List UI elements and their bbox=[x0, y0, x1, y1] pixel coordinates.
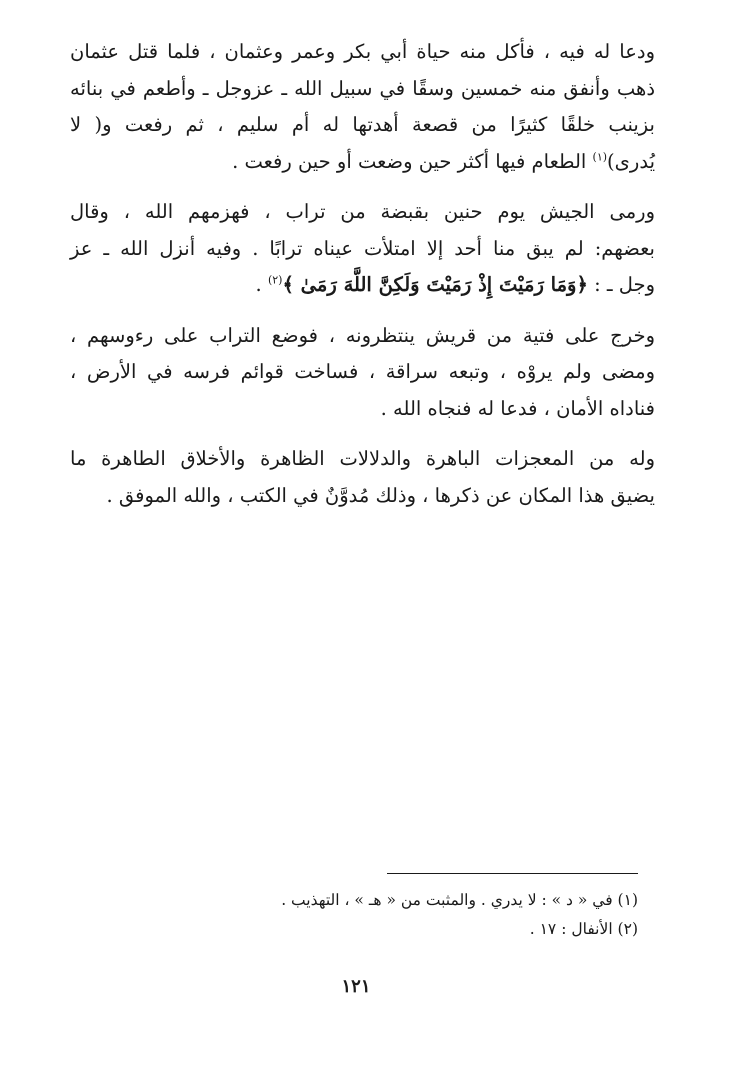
text-line: وخرج على فتية من قريش ينتظرونه ، فوضع التراب على رءوسهم ، bbox=[70, 323, 655, 347]
text-line: يضيق هذا المكان عن ذكرها ، وذلك مُدوَّنٌ في الكتب ، والله الموفق . bbox=[106, 483, 655, 507]
text-line: بزينب خلقًا كثيرًا من قصعة أهدتها له أم سليم ، ثم رفعت و( لا bbox=[70, 113, 655, 136]
text-line: بعضهم: لم يبق منا أحد إلا امتلأت عيناه ترابًا . وفيه أنزل الله ـ عز bbox=[70, 236, 655, 260]
text-line: ورمى الجيش يوم حنين بقبضة من تراب ، فهزمهم الله ، وقال bbox=[70, 200, 655, 223]
text-segment: وجل ـ : bbox=[587, 273, 655, 296]
footnote-divider bbox=[387, 873, 638, 874]
text-segment: الطعام فيها أكثر حين وضعت أو حين رفعت . bbox=[232, 149, 593, 173]
quran-verse: ﴿وَمَا رَمَيْتَ إِذْ رَمَيْتَ وَلَكِنَّ اللَّهَ رَمَىٰ ﴾ bbox=[282, 273, 588, 296]
text-line: ودعا له فيه ، فأكل منه حياة أبي بكر وعمر وعثمان ، فلما قتل عثمان bbox=[70, 40, 655, 63]
text-line: ومضى ولم يروْه ، وتبعه سراقة ، فساخت قوائم فرسه في الأرض ، bbox=[70, 360, 655, 383]
paragraph-hunayn bbox=[70, 194, 655, 304]
footnotes bbox=[218, 886, 638, 944]
footnote-2: (٢) الأنفال : ١٧ . bbox=[529, 920, 638, 938]
text-line: فناداه الأمان ، فدعا له فنجاه الله . bbox=[380, 396, 655, 420]
text-line: ذهب وأنفق منه خمسين وسقًا في سبيل الله ـ عزوجل ـ وأطعم في بنائه bbox=[70, 76, 655, 100]
footnote-ref-1[interactable]: (١) bbox=[592, 150, 608, 163]
page-number: ١٢١ bbox=[341, 976, 371, 997]
text-segment: يُدرى) bbox=[607, 149, 655, 173]
footnote-ref-2[interactable]: (٢) bbox=[267, 273, 283, 287]
text-line bbox=[70, 267, 655, 304]
paragraph-miracle-food bbox=[70, 34, 655, 180]
text-segment: . bbox=[255, 273, 268, 296]
page-body bbox=[70, 34, 655, 528]
paragraph-quraysh bbox=[70, 318, 655, 428]
text-line: وله من المعجزات الباهرة والدلالات الظاهرة والأخلاق الطاهرة ما bbox=[70, 447, 655, 470]
text-line bbox=[70, 144, 655, 181]
paragraph-closing bbox=[70, 441, 655, 514]
footnote-1: (١) في « د » : لا يدري . والمثبت من « هـ » ، التهذيب . bbox=[281, 891, 638, 909]
